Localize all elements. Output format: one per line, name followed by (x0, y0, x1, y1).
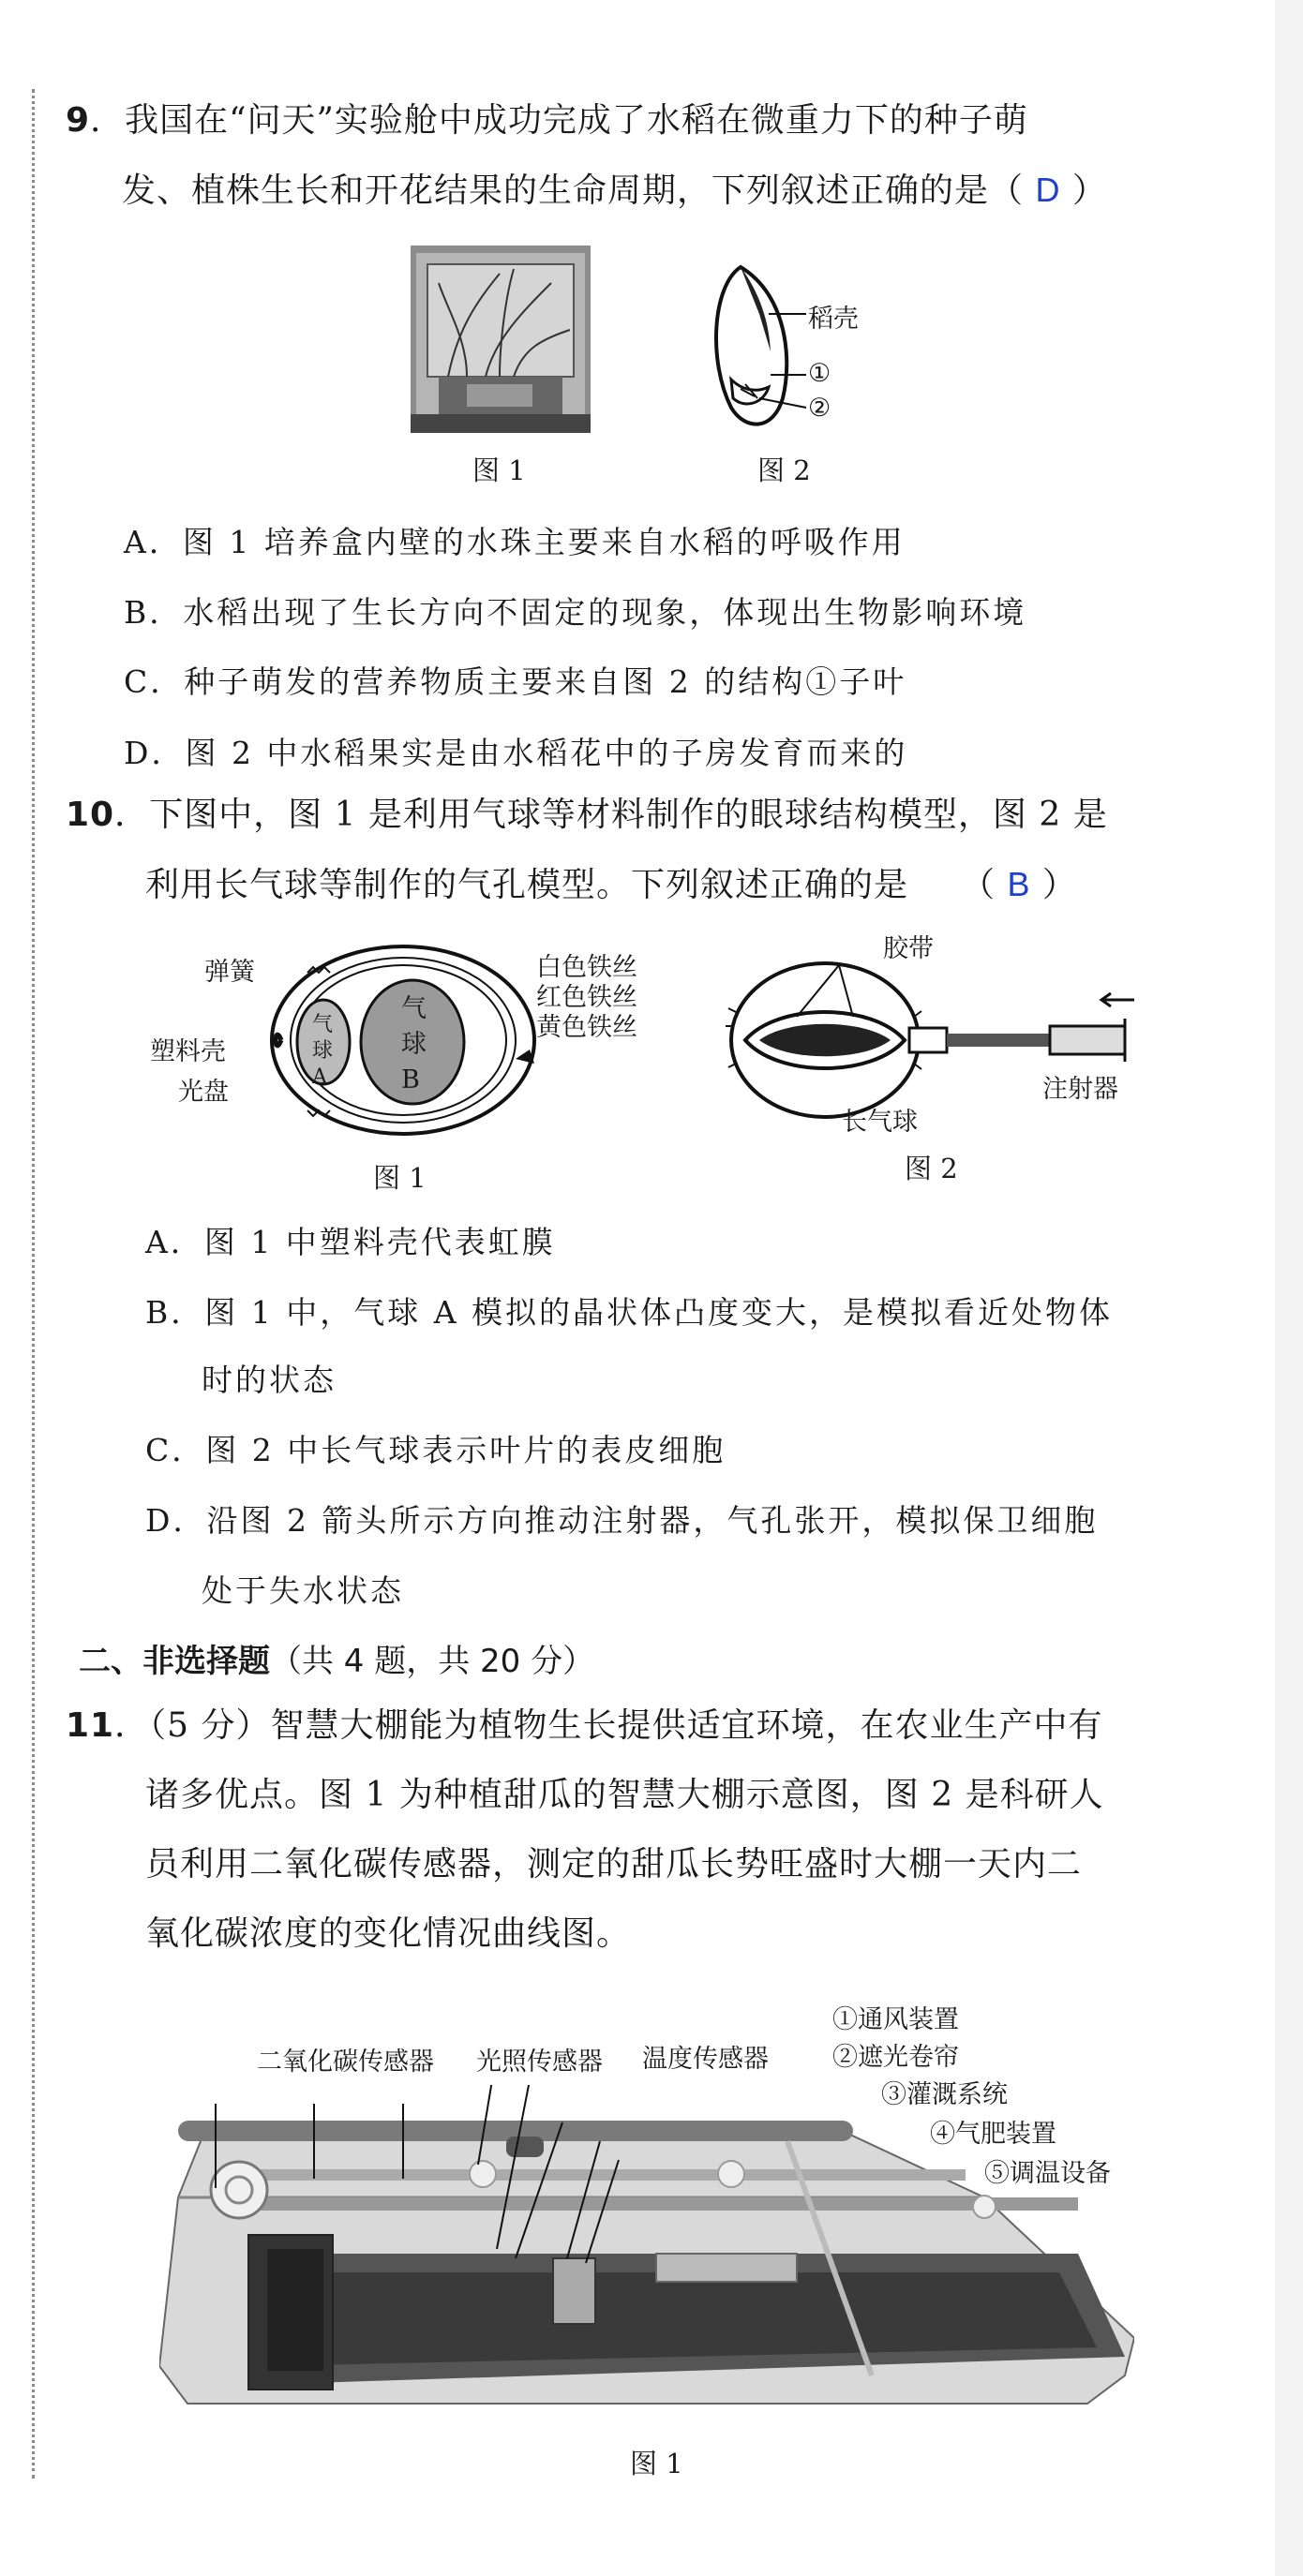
q11-fig1-caption: 图 1 (630, 2448, 683, 2479)
q10-fig1-caption: 图 1 (373, 1162, 427, 1194)
label-fertilizer: ④气肥装置 (930, 2120, 1056, 2149)
q10-fig2-caption: 图 2 (905, 1153, 958, 1184)
label-irrigation: ③灌溉系统 (881, 2080, 1008, 2109)
label-yellow-wire: 黄色铁丝 (536, 1013, 637, 1042)
label-plastic-shell: 塑料壳 (150, 1037, 226, 1066)
label-balloon-a (312, 1012, 333, 1091)
question-text-line: 利用长气球等制作的气孔模型。下列叙述正确的是 （ (145, 866, 1008, 904)
q9-fig1-caption: 图 1 (472, 454, 526, 486)
page-edge (1275, 0, 1303, 2576)
question-text-line: ．我国在“问天”实验舱中成功完成了水稻在微重力下的种子萌 (90, 101, 1028, 140)
question-text-line: ．下图中，图 1 是利用气球等材料制作的眼球结构模型，图 2 是 (114, 796, 1108, 834)
balloon-a-char: A (312, 1065, 327, 1089)
label-syringe: 注射器 (1042, 1075, 1118, 1104)
question-9 (66, 86, 1228, 226)
q9-option-a: A．图 1 培养盒内壁的水珠主要来自水稻的呼吸作用 (124, 524, 906, 560)
question-text-line: ．（5 分）智慧大棚能为植物生长提供适宜环境，在农业生产中有 (114, 1706, 1103, 1745)
question-number: 9 (66, 101, 91, 140)
question-text-line: 发、植株生长和开花结果的生命周期，下列叙述正确的是（ (122, 171, 1036, 210)
label-light-sensor: 光照传感器 (476, 2047, 603, 2077)
question-number: 10 (66, 796, 115, 834)
question-text-line: 诸多优点。图 1 为种植甜瓜的智慧大棚示意图，图 2 是科研人 (145, 1776, 1104, 1814)
question-11 (66, 1691, 1237, 1969)
label-long-balloon: 长气球 (842, 1108, 918, 1137)
label-vent: ①通风装置 (832, 2005, 959, 2034)
label-disc: 光盘 (178, 1078, 229, 1107)
label-thermo: ⑤调温设备 (984, 2159, 1111, 2188)
q10-option-a: A．图 1 中塑料壳代表虹膜 (145, 1224, 556, 1260)
q9-option-d: D．图 2 中水稻果实是由水稻花中的子房发育而来的 (124, 735, 908, 771)
q10-option-b: B．图 1 中，气球 A 模拟的晶状体凸度变大，是模拟看近处物体 (145, 1294, 1114, 1331)
q10-option-d-cont: 处于失水状态 (202, 1572, 404, 1609)
label-red-wire: 红色铁丝 (536, 983, 637, 1012)
q10-option-c: C．图 2 中长气球表示叶片的表皮细胞 (145, 1432, 726, 1468)
question-text-line: 员利用二氧化碳传感器，测定的甜瓜长势旺盛时大棚一天内二 (145, 1845, 1083, 1884)
paren-close: ） (1060, 171, 1107, 210)
answer-mark: B (1007, 865, 1031, 903)
balloon-b-char: 球 (401, 1030, 427, 1059)
label-husk: 稻壳 (808, 305, 859, 334)
q9-fig2-caption: 图 2 (757, 454, 811, 486)
label-part-2: ② (808, 394, 831, 423)
q9-fig2-rice-seed-diagram (703, 258, 825, 436)
section-heading (79, 1635, 594, 1681)
balloon-a-char: 气 (312, 1013, 334, 1036)
question-10 (66, 781, 1237, 920)
balloon-b-char: 气 (401, 994, 427, 1023)
q10-option-d: D．沿图 2 箭头所示方向推动注射器，气孔张开，模拟保卫细胞 (145, 1502, 1099, 1539)
label-temp-sensor: 温度传感器 (642, 2045, 769, 2074)
question-text-line: 氧化碳浓度的变化情况曲线图。 (145, 1914, 632, 1953)
q9-option-c: C．种子萌发的营养物质主要来自图 2 的结构①子叶 (124, 663, 907, 700)
question-number: 11 (66, 1706, 115, 1745)
q10-option-b-cont: 时的状态 (202, 1362, 337, 1398)
label-part-1: ① (808, 359, 831, 388)
answer-mark: D (1035, 171, 1061, 209)
label-tape: 胶带 (883, 934, 934, 963)
section-note: （共 4 题，共 20 分） (270, 1643, 595, 1680)
balloon-b-char: B (401, 1065, 420, 1094)
label-curtain: ②遮光卷帘 (832, 2043, 959, 2072)
balloon-a-char: 球 (312, 1039, 334, 1063)
q9-option-b: B．水稻出现了生长方向不固定的现象，体现出生物影响环境 (124, 594, 1027, 631)
binding-margin-line (32, 89, 35, 2479)
label-balloon-b (401, 991, 427, 1098)
section-title: 二、非选择题 (79, 1643, 270, 1680)
paren-close: ） (1030, 866, 1077, 904)
label-white-wire: 白色铁丝 (536, 953, 637, 982)
label-co2-sensor: 二氧化碳传感器 (257, 2047, 434, 2077)
label-spring: 弹簧 (204, 958, 255, 987)
q9-fig1-photo (411, 246, 591, 433)
